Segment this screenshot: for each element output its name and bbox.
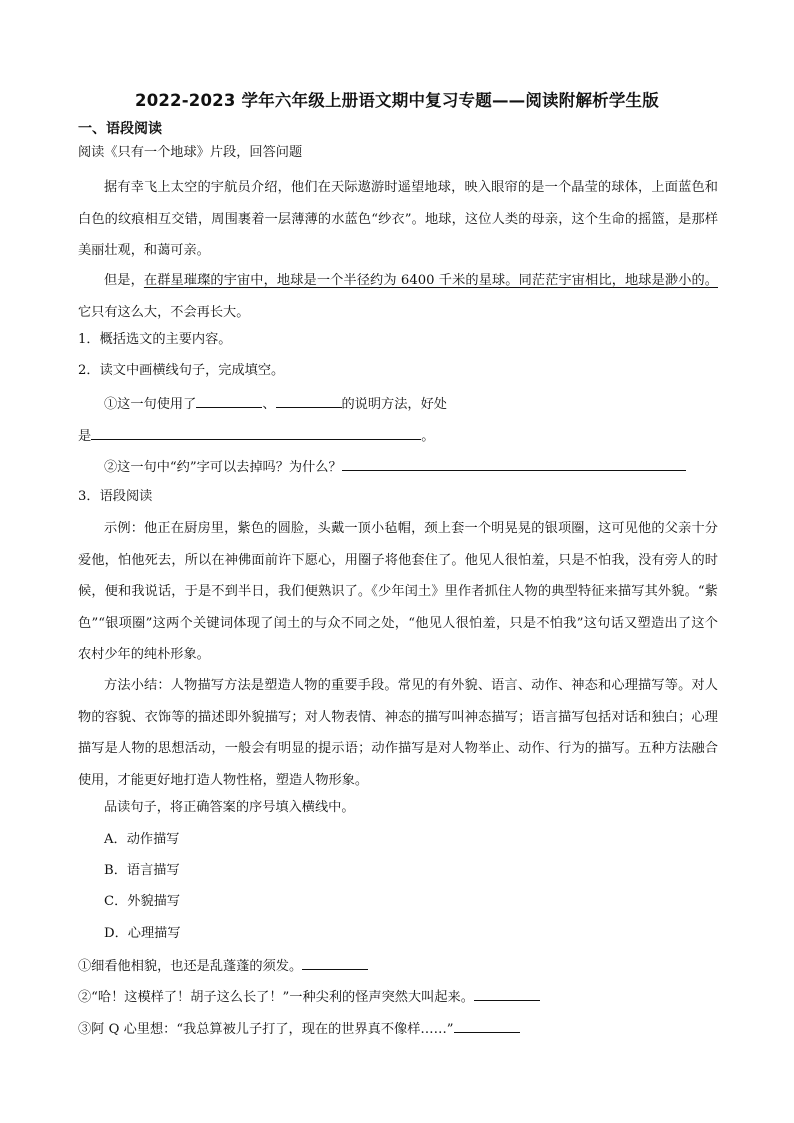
q2-sub1-suffix: 的说明方法，好处 — [341, 397, 447, 412]
q2-sub1-end: 。 — [421, 429, 435, 444]
method-summary: 方法小结：人物描写方法是塑造人物的重要手段。常见的有外貌、语言、动作、神态和心理描写等。对人物的容貌、衣饰等的描述即外貌描写；对人物表情、神态的描写叫神态描写；语言描写包括对话和独白；心理描写是人物的思想活动，一般会有明显的提示语；动作描写是对人物举止、动作、行为的描写。五种方法融合使用，才能更好地打造人物性格，塑造人物形象。 — [78, 678, 718, 788]
answer-blank-method-2[interactable] — [276, 393, 342, 408]
underlined-sentence: 在群星璀璨的宇宙中，地球是一个半径约为 6400 千米的星球。同茫茫宇宙相比，地球是渺小的。 — [143, 273, 718, 288]
paragraph-2-tail: 它只有这么大，不会再长大。 — [78, 304, 250, 320]
document-title: 2022-2023 学年六年级上册语文期中复习专题——阅读附解析学生版 — [135, 91, 659, 110]
paragraph-2-lead: 但是， — [104, 273, 144, 288]
question-2-sub-2 — [104, 456, 686, 478]
answer-blank-item-2[interactable] — [474, 986, 540, 1001]
q2-sub1-separator: 、 — [262, 397, 276, 412]
question-2-sub-1 — [104, 393, 447, 415]
item-3-text: ③阿 Q 心里想：“我总算被儿子打了，现在的世界真不像样……” — [78, 1022, 454, 1037]
answer-blank-benefit[interactable] — [91, 425, 421, 440]
answer-blank-item-1[interactable] — [302, 955, 368, 970]
item-2-text: ②“哈！这模样了！胡子这么长了！”一种尖利的怪声突然大叫起来。 — [78, 990, 474, 1005]
item-1 — [78, 955, 368, 977]
item-2 — [78, 986, 540, 1008]
option-c: C．外貌描写 — [104, 894, 181, 909]
question-1: 1．概括选文的主要内容。 — [78, 332, 232, 347]
item-1-text: ①细看他相貌，也还是乱蓬蓬的须发。 — [78, 959, 303, 974]
q2-sub2-text: ②这一句中“约”字可以去掉吗？为什么？ — [104, 460, 342, 475]
option-b: B．语言描写 — [104, 863, 180, 878]
passage-paragraph-2 — [78, 265, 718, 328]
question-3: 3．语段阅读 — [78, 489, 153, 504]
option-a: A．动作描写 — [104, 832, 180, 847]
question-2: 2．读文中画横线句子，完成填空。 — [78, 363, 285, 378]
question-2-sub-1-cont — [78, 425, 434, 447]
instruction: 品读句子，将正确答案的序号填入横线中。 — [104, 800, 355, 815]
q2-sub1-shi: 是 — [78, 429, 92, 444]
passage-paragraph-1: 据有幸飞上太空的宇航员介绍，他们在天际遨游时遥望地球，映入眼帘的是一个晶莹的球体，上面蓝色和白色的纹痕相互交错，周围裹着一层薄薄的水蓝色“纱衣”。地球，这位人类的母亲，这个生命的摇篮，是那样美丽壮观，和蔼可亲。 — [78, 180, 718, 259]
item-3 — [78, 1018, 520, 1040]
answer-blank-item-3[interactable] — [454, 1018, 520, 1033]
q2-sub1-prefix: ①这一句使用了 — [104, 397, 197, 412]
example-paragraph: 示例：他正在厨房里，紫色的圆脸，头戴一顶小毡帽，颈上套一个明晃晃的银项圈，这可见他的父亲十分爱他，怕他死去，所以在神佛面前许下愿心，用圈子将他套住了。他见人很怕羞，只是不怕我，没有旁人的时候，便和我说话，于是不到半日，我们便熟识了。《少年闰土》里作者抓住人物的典型特征来描写其外貌。“紫色”“银项圈”这两个关键词体现了闰土的与众不同之处，“他见人很怕羞，只是不怕我”这句话又塑造出了这个农村少年的纯朴形象。 — [78, 521, 718, 663]
answer-blank-method-1[interactable] — [196, 393, 262, 408]
section-heading: 一、语段阅读 — [78, 121, 162, 137]
option-d: D．心理描写 — [104, 926, 181, 941]
answer-blank-yue[interactable] — [342, 456, 686, 471]
reading-intro: 阅读《只有一个地球》片段，回答问题 — [78, 145, 303, 160]
